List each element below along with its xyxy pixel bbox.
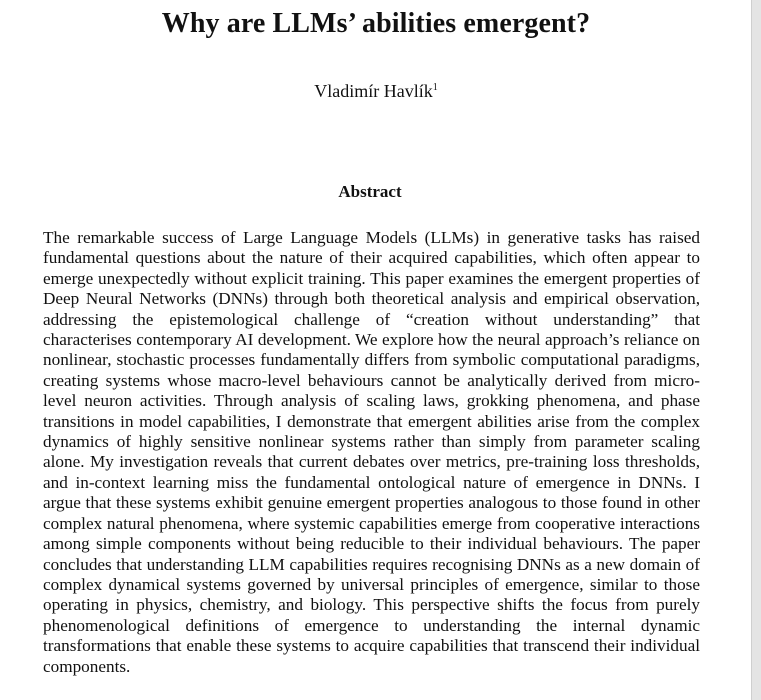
author-name: Vladimír Havlík [314,81,433,101]
paper-title: Why are LLMs’ abilities emergent? [161,8,591,39]
abstract-heading: Abstract [338,182,402,201]
author-affiliation-mark: 1 [432,82,438,93]
abstract-text: The remarkable success of Large Language Models (LLMs) in generative tasks has raised fundamental questions about the nature of their acquired capabilities, which often appear to emerge unexpectedly without explicit training. This paper examines the emergent properties of Deep Neural Networks (DNNs) through both theoretical analysis and empirical observation, addressing the epistemological challenge of “creation without understanding” that characterises contemporary AI development. We explore how the neural approach’s reliance on nonlinear, stochastic processes fundamentally differs from symbolic computational paradigms, creating systems whose macro-level behaviours cannot be analytically derived from micro-level neuron activities. Through analysis of scaling laws, grokking phenomena, and phase transitions in model capabilities, I demonstrate that emergent abilities arise from the complex dynamics of highly sensitive nonlinear systems rather than simply from parameter scaling alone. My investigation reveals that current debates over metrics, pre-training loss thresholds, and in-context learning miss the fundamental ontological nature of emergence in DNNs. I argue that these systems exhibit genuine emergent properties analogous to those found in other complex natural phenomena, where systemic capabilities emerge from cooperative interactions among simple components without being reducible to their individual behaviours. The paper concludes that understanding LLM capabilities requires recognising DNNs as a new domain of complex dynamical systems governed by universal principles of emergence, similar to those operating in physics, chemistry, and biology. This perspective shifts the focus from purely phenomenological definitions of emergence to understanding the internal dynamic transformations that enable these systems to acquire capabilities that transcend their individual components. [43,228,700,676]
author-line [0,81,752,102]
page-edge [751,0,761,700]
